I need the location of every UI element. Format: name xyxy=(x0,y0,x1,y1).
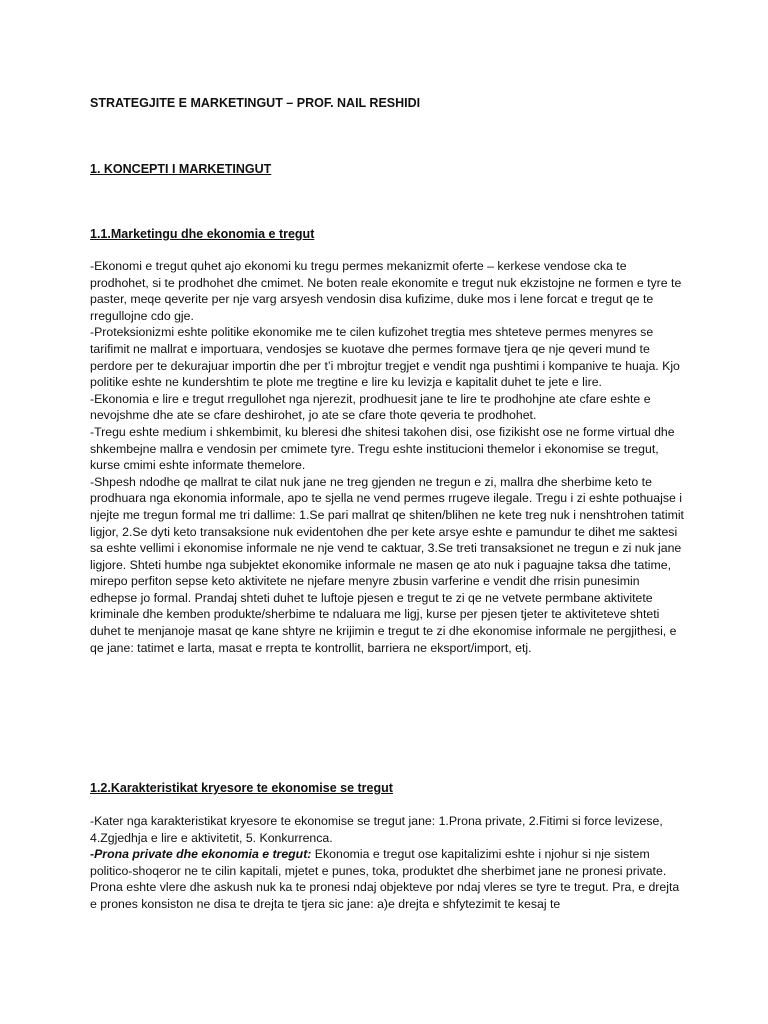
document-title: STRATEGJITE E MARKETINGUT – PROF. NAIL RESHIDI xyxy=(90,96,421,110)
section-1-1-body xyxy=(90,258,684,656)
paragraph: -Tregu eshte medium i shkembimit, ku bleresi dhe shitesi takohen disi, ose fizikisht ose ne forme virtual dhe shkembejne mallra e vendosin per cmimete tyre. Tregu eshte institucioni themelor i ekonomise se tregut, kurse cmimi eshte informate themelore. xyxy=(90,424,675,473)
paragraph: -Ekonomi e tregut quhet ajo ekonomi ku tregu permes mekanizmit oferte – kerkese vendose cka te prodhohet, si te prodhohet dhe cmimet. Ne boten reale ekonomite e tregut nuk ekzistojne ne formen e tyre te paster, meqe qeverite per nje varg arsyesh vendosin disa kufizime, duke mos i lene forcat e tregut qe te rregullojne cdo gje. xyxy=(90,259,682,323)
emphasis-lead: -Prona private dhe ekonomia e tregut: xyxy=(90,847,312,862)
section-1-2-body xyxy=(90,813,684,913)
paragraph-text: Ekonomia e tregut ose kapitalizimi eshte i njohur si nje sistem politico-shoqeror ne te cilin kapitali, mjetet e punes, toka, produktet dhe sherbimet jane ne pronesi private. Prona eshte vlere dhe askush nuk ka te pronesi ndaj objekteve por ndaj vleres se tyre te tregut. Pra, e drejta e prones konsiston ne disa te drejta te tjera sic jane: a)e drejta e shfytezimit te kesaj te xyxy=(90,847,680,911)
section-heading-1-1: 1.1.Marketingu dhe ekonomia e tregut xyxy=(90,227,315,241)
paragraph: -Shpesh ndodhe qe mallrat te cilat nuk jane ne treg gjenden ne tregun e zi, mallra dhe sherbime keto te prodhuara nga ekonomia informale, apo te sjella ne vend permes rrugeve ilegale. Tregu i zi eshte pothuajse i njejte me tregun formal me tri dallime: 1.Se pari mallrat qe shiten/blihen ne kete treg nuk i nenshtrohen tatimit ligjor, 2.Se dyti keto transaksione nuk evidentohen dhe per kete arsye eshte e pamundur te dihet me saktesi sa eshte vellimi i ekonomise informale ne nje vend te caktuar, 3.Se treti transaksionet ne tregun e zi nuk jane ligjore. Shteti humbe nga subjektet ekonomike informale ne masen qe ato nuk i paguajne taksa dhe tatime, mirepo perfiton sepse keto aktivitete ne njefare menyre zbusin varferine e vendit dhe rrisin punesimin edhepse jo formal. Prandaj shteti duhet te luftoje pjesen e tregut te zi qe ne vetvete permbane aktivitete kriminale dhe kemben produkte/sherbime te ndaluara me ligj, kurse per pjesen tjeter te aktiviteteve shteti duhet te menjanoje masat qe kane shtyre ne krijimin e tregut te zi dhe ekonomise informale ne pergjithesi, e qe jane: tatimet e larta, masat e rrepta te kontrollit, barriera ne eksport/import, etj. xyxy=(90,474,684,655)
paragraph: -Proteksionizmi eshte politike ekonomike me te cilen kufizohet tregtia mes shteteve permes menyres se tarifimit ne mallrat e importuara, vendosjes se kuotave dhe permes formave tjera qe nje qeveri mund te perdore per te dekurajuar importin dhe per t’i mbrojtur tregjet e vendit nga pushtimi i kompanive te huaja. Kjo politike eshte ne kundershtim te plote me tregtine e lire ku levizja e kapitalit duhet te jete e lire. xyxy=(90,325,680,390)
section-heading-1: 1. KONCEPTI I MARKETINGUT xyxy=(90,162,272,176)
paragraph: -Kater nga karakteristikat kryesore te ekonomise se tregut jane: 1.Prona private, 2.Fitimi si force levizese, 4.Zgjedhja e lire e aktivitetit, 5. Konkurrenca. xyxy=(90,814,663,845)
section-heading-1-2: 1.2.Karakteristikat kryesore te ekonomise se tregut xyxy=(90,781,393,795)
paragraph: -Ekonomia e lire e tregut rregullohet nga njerezit, prodhuesit jane te lire te prodhohjne ate cfare eshte e nevojshme dhe ate se cfare deshirohet, jo ate se cfare thote qeveria te prodhohet. xyxy=(90,391,651,423)
paragraph xyxy=(90,846,684,912)
